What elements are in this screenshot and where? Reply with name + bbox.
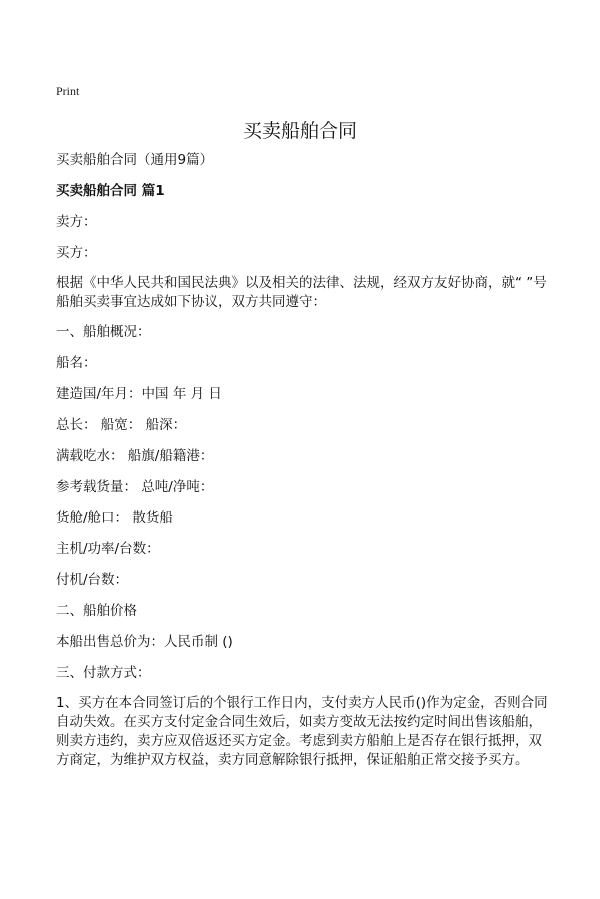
subtitle: 买卖船舶合同（通用9篇） — [56, 152, 214, 168]
seller-line: 卖方： — [56, 214, 97, 230]
price-line: 本船出售总价为：人民币制 () — [56, 634, 233, 650]
built-line: 建造国/年月：中国 年 月 日 — [56, 386, 222, 402]
dimensions-line: 总长： 船宽： 船深： — [56, 417, 187, 433]
print-label: Print — [56, 84, 80, 98]
cargo-weight-line: 参考载货量： 总吨/净吨： — [56, 479, 214, 495]
part2-heading: 二、船舶价格 — [56, 603, 137, 619]
aux-engine-line: 付机/台数： — [56, 572, 129, 588]
buyer-line: 买方： — [56, 245, 97, 261]
ship-name-line: 船名： — [56, 355, 97, 371]
intro-paragraph: 根据《中华人民共和国民法典》以及相关的法律、法规，经双方友好协商，就“ ”号船舶买卖事宜达成如下协议，双方共同遵守： — [56, 275, 547, 310]
clause1-paragraph: 1、买方在本合同签订后的个银行工作日内，支付卖方人民币()作为定金，否则合同自动失效。在买方支付定金合同生效后，如卖方变故无法按约定时间出售该船舶，则卖方违约，卖方应双倍返还买方定金。考虑到卖方船舶上是否存在银行抵押，双方商定，为维护双方权益，卖方同意解除银行抵押，保证船舶正常交接予买方。 — [56, 695, 548, 768]
main-engine-line: 主机/功率/台数： — [56, 541, 160, 557]
draft-flag-line: 满载吃水： 船旗/船籍港： — [56, 448, 214, 464]
holds-line: 货舱/舱口： 散货船 — [56, 510, 173, 526]
part3-heading: 三、付款方式： — [56, 665, 151, 681]
part1-heading: 一、船舶概况： — [56, 324, 151, 340]
document-body — [56, 150, 548, 770]
section-heading: 买卖船舶合同 篇1 — [56, 183, 165, 199]
document-title: 买卖船舶合同 — [242, 120, 357, 142]
